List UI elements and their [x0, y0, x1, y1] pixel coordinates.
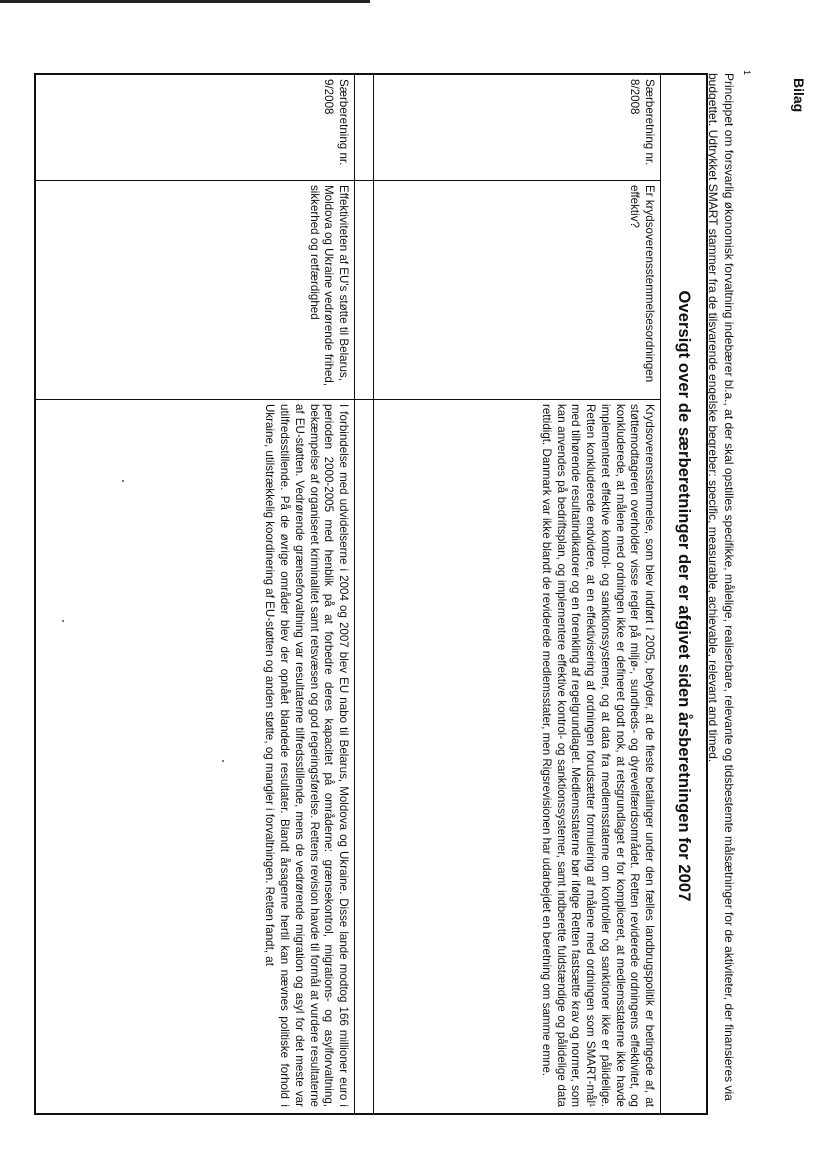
footnote-text: Princippet om forsvarlig økonomisk forvaltning indebærer bl.a., at der skal opstilles specifikke, målelige, realiserbare, relevante og tidsbestemte målsætninger for de aktiviteter, der finansieres via budgettet. Udtrykket SMART stammer fra de tilsvarende engelske begreber: specific, measurable, achievable, relevant and timed. [706, 73, 736, 1101]
table-row-2-summary: I forbindelse med udvidelserne i 2004 og 2007 blev EU nabo til Belarus, Moldova og Ukraine. Disse lande modtog 166 millioner euro i perioden 2000-2005 med henblik på at forbedre deres kapacitet på områderne: grænsekontrol, migrations- og asylforvaltning, bekæmpelse af organiseret kriminalitet samt retsvæsen og god regeringsførelse. Rettens revision havde til formål at vurdere resultaterne af EU-støtten. Vedrørende grænseforvaltning var resultaterne tilfredsstillende, mens de vedrørende migration og asyl for det meste var utilfredsstillende. På de øvrige områder blev der opnået blandede resultater. Blandt årsagerne hertil kan nævnes politiske forhold i Ukraine, utilstrækkelig koordinering af EU-støtten og anden støtte, og mangler i forvaltningen. Retten fandt, at [263, 404, 350, 1107]
table-row-1-subject: Er krydsoverensstemmelsesordningen effektiv? [628, 185, 656, 383]
scan-speck [122, 480, 124, 482]
column-divider-2 [36, 399, 661, 400]
table-row-1-report: Særberetning nr. 8/2008 [628, 79, 656, 166]
overview-table [34, 73, 708, 1115]
table-row-1-summary: Krydsoverensstemmelse, som blev indført i 2005, betyder, at de fleste betalinger under den fælles landbrugspolitik er betingede af, at støttemodtageren overholder visse regler på miljø-, sundheds- og dyrevelfærdsområdet. Retten reviderede ordningens effektivitet, og konkluderede, at målene med ordningen ikke er defineret godt nok, at retsgrundlaget er for kompliceret, at medlemsstaterne ikke havde implementeret effektive kontrol- og sanktionssystemer, og at data fra medlemsstaterne om kontroller og sanktioner ikke er pålidelige. Retten konkluderede endvidere, at en effektivisering af ordningen forudsætter formulering af målene med ordningen som SMART-mål¹ med tilhørende resultatindikatorer og en forenkling af regelgrundlaget. Medlemsstaterne bør ifølge Retten fastsætte krav og normer, som kan anvendes på bedriftsplan, og implementere effektive kontrol- og sanktionssystemer, samt indberette fuldstændige og pålidelige data rettidigt. Danmark var ikke blandt de reviderede medlemsstater, men Rigsrevisionen har udarbejdet en beretning om samme emne. [540, 404, 656, 1107]
title-divider [660, 75, 661, 1113]
row-divider-bottom [354, 75, 355, 1113]
row-divider-top [373, 75, 374, 1113]
table-title: Oversigt over de særberetninger der er afgivet siden årsberetningen for 2007 [675, 290, 693, 902]
table-row-2-subject: Effektiviteten af EU's støtte til Belarus, Moldova og Ukraine vedrørende frihed, sikkerhed og retfærdighed [307, 185, 350, 387]
scan-speck [222, 760, 224, 762]
column-divider-1 [36, 180, 661, 181]
scan-speck [62, 620, 64, 622]
table-row-2-report: Særberetning nr. 9/2008 [322, 79, 350, 166]
annex-label: Bilag [791, 78, 807, 113]
footnote-marker: 1 [742, 70, 752, 76]
